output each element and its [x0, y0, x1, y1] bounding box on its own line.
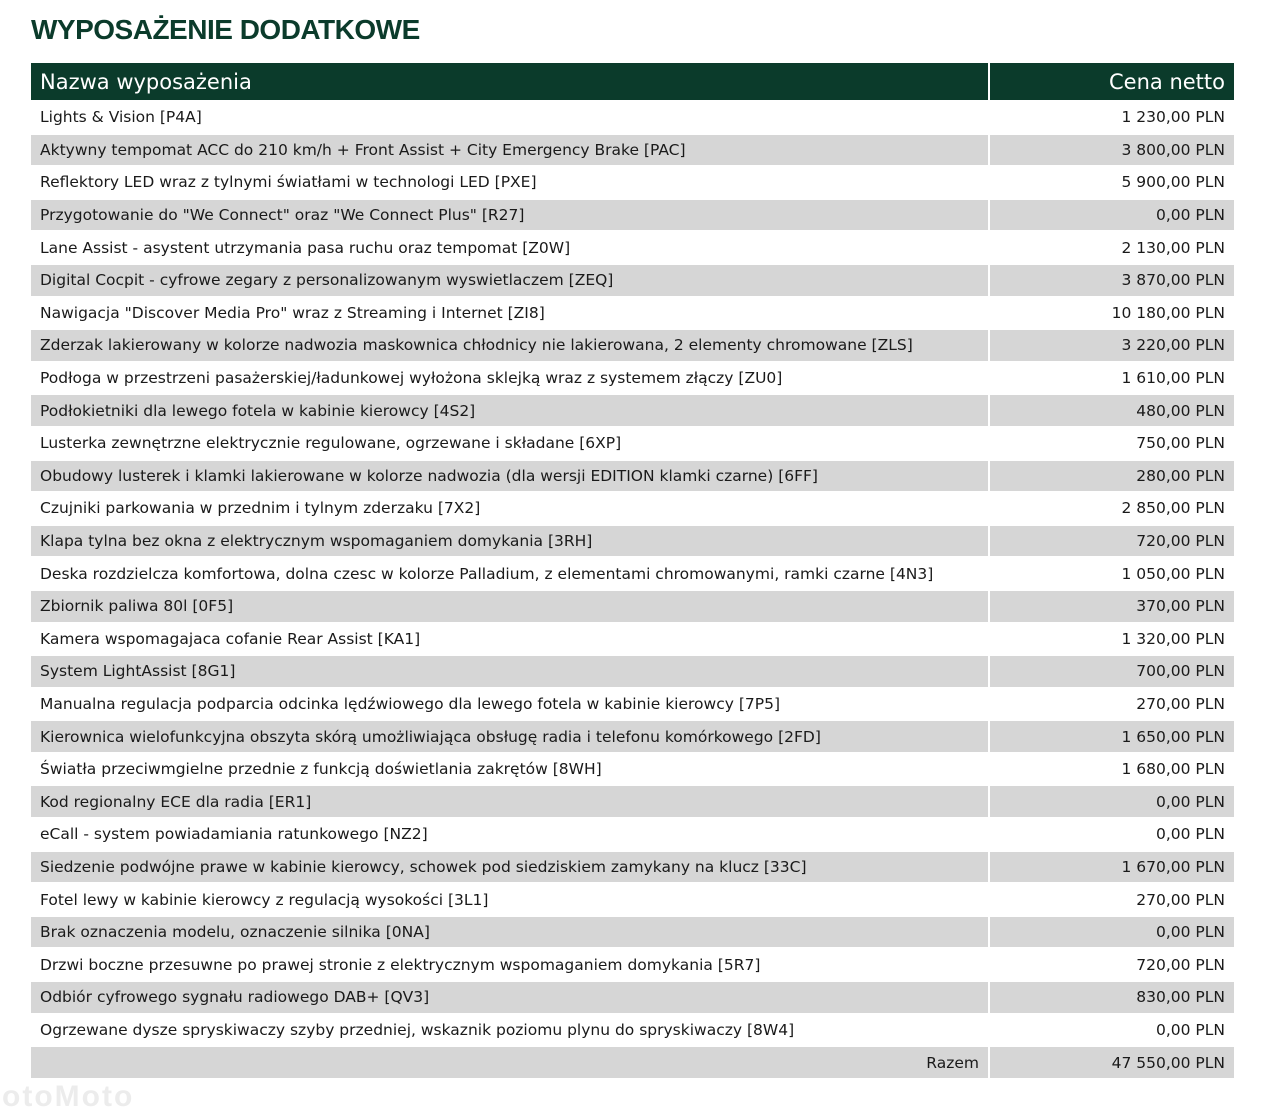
equipment-name: Aktywny tempomat ACC do 210 km/h + Front Assist + City Emergency Brake [PAC] — [31, 133, 988, 166]
equipment-price: 0,00 PLN — [988, 1013, 1234, 1046]
equipment-price: 1 610,00 PLN — [988, 361, 1234, 394]
equipment-name: Podłokietniki dla lewego fotela w kabinie kierowcy [4S2] — [31, 393, 988, 426]
equipment-name: Siedzenie podwójne prawe w kabinie kierowcy, schowek pod siedziskiem zamykany na klucz [33C] — [31, 850, 988, 883]
equipment-name: Reflektory LED wraz z tylnymi światłami w technologi LED [PXE] — [31, 165, 988, 198]
equipment-price: 280,00 PLN — [988, 459, 1234, 492]
table-row — [31, 296, 1234, 329]
equipment-price: 1 670,00 PLN — [988, 850, 1234, 883]
table-row — [31, 426, 1234, 459]
page-title: WYPOSAŻENIE DODATKOWE — [31, 14, 420, 45]
equipment-name: Deska rozdzielcza komfortowa, dolna czesc w kolorze Palladium, z elementami chromowanymi, ramki czarne [4N3] — [31, 556, 988, 589]
equipment-name: Światła przeciwmgielne przednie z funkcją doświetlania zakrętów [8WH] — [31, 752, 988, 785]
equipment-price: 830,00 PLN — [988, 980, 1234, 1013]
equipment-price: 370,00 PLN — [988, 589, 1234, 622]
equipment-name: Kamera wspomagajaca cofanie Rear Assist [KA1] — [31, 622, 988, 655]
total-price: 47 550,00 PLN — [988, 1045, 1234, 1078]
equipment-price: 3 800,00 PLN — [988, 133, 1234, 166]
table-row — [31, 719, 1234, 752]
equipment-price: 5 900,00 PLN — [988, 165, 1234, 198]
equipment-name: Lights & Vision [P4A] — [31, 100, 988, 133]
equipment-table — [31, 63, 1234, 1078]
equipment-name: Podłoga w przestrzeni pasażerskiej/ładunkowej wyłożona sklejką wraz z systemem złączy [ZU0] — [31, 361, 988, 394]
equipment-price: 1 230,00 PLN — [988, 100, 1234, 133]
equipment-price: 1 320,00 PLN — [988, 622, 1234, 655]
table-row — [31, 752, 1234, 785]
table-row — [31, 1013, 1234, 1046]
table-row — [31, 491, 1234, 524]
equipment-price: 720,00 PLN — [988, 524, 1234, 557]
equipment-name: Odbiór cyfrowego sygnału radiowego DAB+ [QV3] — [31, 980, 988, 1013]
equipment-price: 0,00 PLN — [988, 817, 1234, 850]
equipment-name: Brak oznaczenia modelu, oznaczenie silnika [0NA] — [31, 915, 988, 948]
equipment-name: Obudowy lusterek i klamki lakierowane w kolorze nadwozia (dla wersji EDITION klamki czarne) [6FF] — [31, 459, 988, 492]
table-row — [31, 817, 1234, 850]
table-row — [31, 622, 1234, 655]
equipment-price: 270,00 PLN — [988, 882, 1234, 915]
equipment-name: eCall - system powiadamiania ratunkowego [NZ2] — [31, 817, 988, 850]
equipment-name: Czujniki parkowania w przednim i tylnym zderzaku [7X2] — [31, 491, 988, 524]
equipment-price: 0,00 PLN — [988, 198, 1234, 231]
equipment-price: 2 850,00 PLN — [988, 491, 1234, 524]
table-row — [31, 361, 1234, 394]
equipment-name: Kierownica wielofunkcyjna obszyta skórą umożliwiająca obsługę radia i telefonu komórkowego [2FD] — [31, 719, 988, 752]
equipment-name: Klapa tylna bez okna z elektrycznym wspomaganiem domykania [3RH] — [31, 524, 988, 557]
equipment-name: Przygotowanie do "We Connect" oraz "We Connect Plus" [R27] — [31, 198, 988, 231]
table-row — [31, 850, 1234, 883]
table-header-row — [31, 63, 1234, 100]
equipment-price: 0,00 PLN — [988, 915, 1234, 948]
table-row — [31, 524, 1234, 557]
equipment-name: Kod regionalny ECE dla radia [ER1] — [31, 784, 988, 817]
column-header-price: Cena netto — [988, 63, 1234, 100]
equipment-name: Manualna regulacja podparcia odcinka lędźwiowego dla lewego fotela w kabinie kierowcy [7P5] — [31, 687, 988, 720]
table-row — [31, 947, 1234, 980]
equipment-name: Lusterka zewnętrzne elektrycznie regulowane, ogrzewane i składane [6XP] — [31, 426, 988, 459]
table-row — [31, 654, 1234, 687]
equipment-price: 270,00 PLN — [988, 687, 1234, 720]
equipment-price: 1 050,00 PLN — [988, 556, 1234, 589]
equipment-price: 720,00 PLN — [988, 947, 1234, 980]
equipment-name: Digital Cocpit - cyfrowe zegary z personalizowanym wyswietlaczem [ZEQ] — [31, 263, 988, 296]
table-row — [31, 915, 1234, 948]
total-row — [31, 1045, 1234, 1078]
table-row — [31, 230, 1234, 263]
equipment-name: System LightAssist [8G1] — [31, 654, 988, 687]
table-row — [31, 263, 1234, 296]
total-label: Razem — [31, 1045, 988, 1078]
equipment-price: 1 680,00 PLN — [988, 752, 1234, 785]
table-row — [31, 687, 1234, 720]
table-row — [31, 328, 1234, 361]
equipment-price: 1 650,00 PLN — [988, 719, 1234, 752]
equipment-name: Zbiornik paliwa 80l [0F5] — [31, 589, 988, 622]
watermark-logo: otoMoto — [2, 1080, 135, 1113]
equipment-price: 700,00 PLN — [988, 654, 1234, 687]
table-row — [31, 133, 1234, 166]
equipment-name: Nawigacja "Discover Media Pro" wraz z Streaming i Internet [ZI8] — [31, 296, 988, 329]
equipment-price: 3 870,00 PLN — [988, 263, 1234, 296]
table-row — [31, 393, 1234, 426]
column-header-name: Nazwa wyposażenia — [31, 63, 988, 100]
equipment-price: 3 220,00 PLN — [988, 328, 1234, 361]
equipment-price: 10 180,00 PLN — [988, 296, 1234, 329]
equipment-name: Fotel lewy w kabinie kierowcy z regulacją wysokości [3L1] — [31, 882, 988, 915]
table-row — [31, 165, 1234, 198]
table-row — [31, 980, 1234, 1013]
equipment-price: 2 130,00 PLN — [988, 230, 1234, 263]
equipment-price: 750,00 PLN — [988, 426, 1234, 459]
equipment-name: Ogrzewane dysze spryskiwaczy szyby przedniej, wskaznik poziomu plynu do spryskiwaczy [8W4] — [31, 1013, 988, 1046]
table-row — [31, 100, 1234, 133]
table-row — [31, 784, 1234, 817]
equipment-price: 0,00 PLN — [988, 784, 1234, 817]
table-row — [31, 198, 1234, 231]
equipment-price: 480,00 PLN — [988, 393, 1234, 426]
table-row — [31, 589, 1234, 622]
equipment-name: Lane Assist - asystent utrzymania pasa ruchu oraz tempomat [Z0W] — [31, 230, 988, 263]
table-row — [31, 882, 1234, 915]
table-row — [31, 459, 1234, 492]
equipment-name: Zderzak lakierowany w kolorze nadwozia maskownica chłodnicy nie lakierowana, 2 elementy chromowane [ZLS] — [31, 328, 988, 361]
equipment-name: Drzwi boczne przesuwne po prawej stronie z elektrycznym wspomaganiem domykania [5R7] — [31, 947, 988, 980]
table-row — [31, 556, 1234, 589]
